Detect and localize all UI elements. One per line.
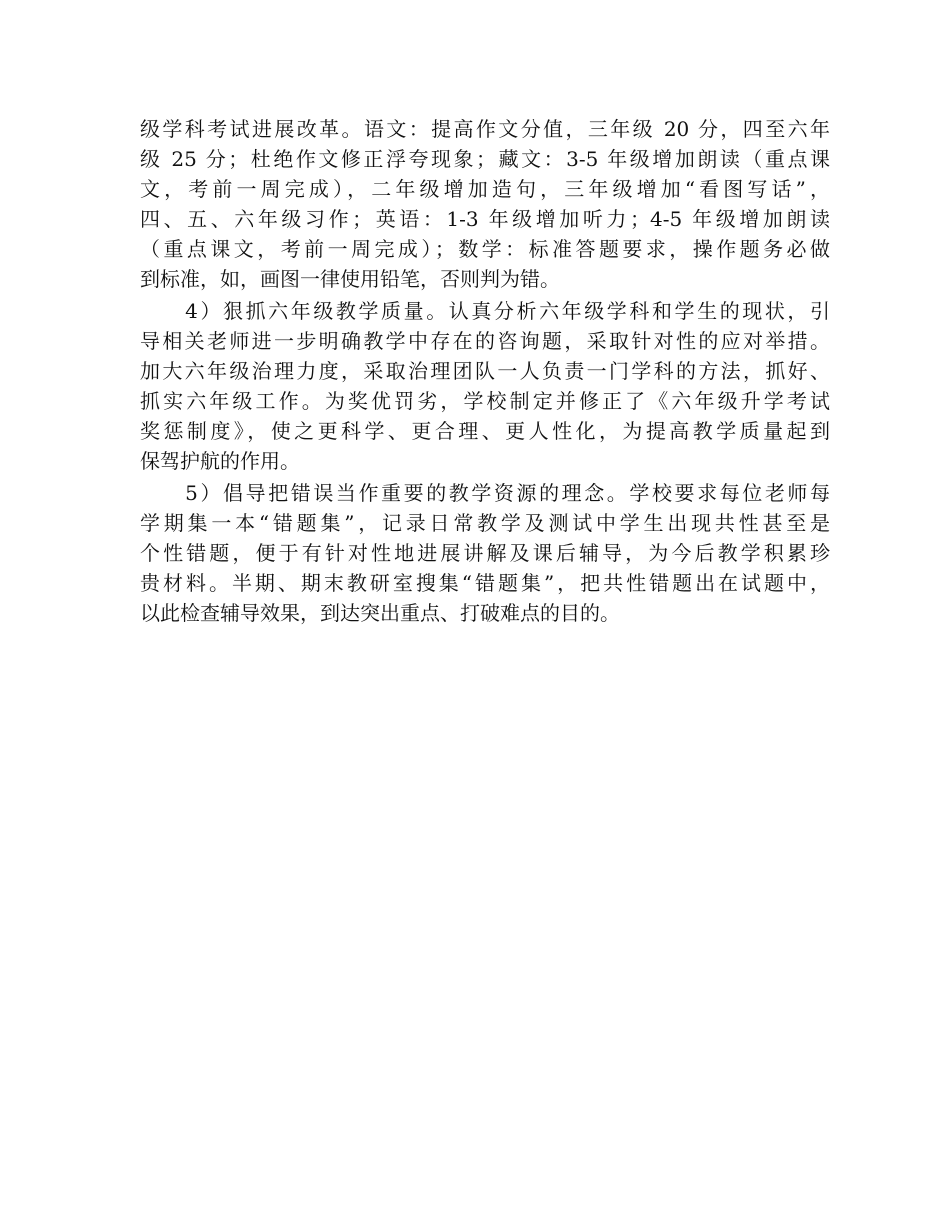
text-line: 以此检查辅导效果，到达突出重点、打破难点的目的。 [140, 601, 620, 625]
text-line: 贵材料。半期、期末教研室搜集“错题集”，把共性错题出在试题中， [140, 571, 830, 595]
text-line: 加大六年级治理力度，采取治理团队一人负责一门学科的方法，抓好、 [140, 359, 830, 383]
paragraph-grade-six-quality [140, 296, 830, 476]
text-line: 奖惩制度》，使之更科学、更合理、更人性化，为提高教学质量起到 [140, 419, 830, 443]
text-line: 导相关老师进一步明确教学中存在的咨询题，采取针对性的应对举措。 [140, 329, 830, 353]
text-line: 个性错题，便于有针对性地进展讲解及课后辅导，为今后教学积累珍 [140, 541, 830, 565]
text-line: 5）倡导把错误当作重要的教学资源的理念。学校要求每位老师每 [140, 481, 830, 505]
text-line: （重点课文，考前一周完成）；数学：标准答题要求，操作题务必做 [140, 237, 830, 261]
text-line: 4）狠抓六年级教学质量。认真分析六年级学科和学生的现状，引 [140, 299, 830, 323]
text-line: 级学科考试进展改革。语文：提高作文分值，三年级 20 分，四至六年 [140, 117, 830, 141]
text-line: 四、五、六年级习作；英语：1-3 年级增加听力；4-5 年级增加朗读 [140, 207, 830, 231]
text-line: 抓实六年级工作。为奖优罚劣，学校制定并修正了《六年级升学考试 [140, 389, 830, 413]
document-body [140, 114, 830, 630]
text-line: 学期集一本“错题集”，记录日常教学及测试中学生出现共性甚至是 [140, 511, 830, 535]
paragraph-exam-reform [140, 114, 830, 294]
paragraph-error-resources [140, 478, 830, 628]
text-line: 文，考前一周完成），二年级增加造句，三年级增加“看图写话”， [140, 177, 830, 201]
text-line: 到标准，如，画图一律使用铅笔，否则判为错。 [140, 267, 560, 291]
text-line: 级 25 分；杜绝作文修正浮夸现象；藏文：3-5 年级增加朗读（重点课 [140, 147, 830, 171]
text-line: 保驾护航的作用。 [140, 449, 300, 473]
